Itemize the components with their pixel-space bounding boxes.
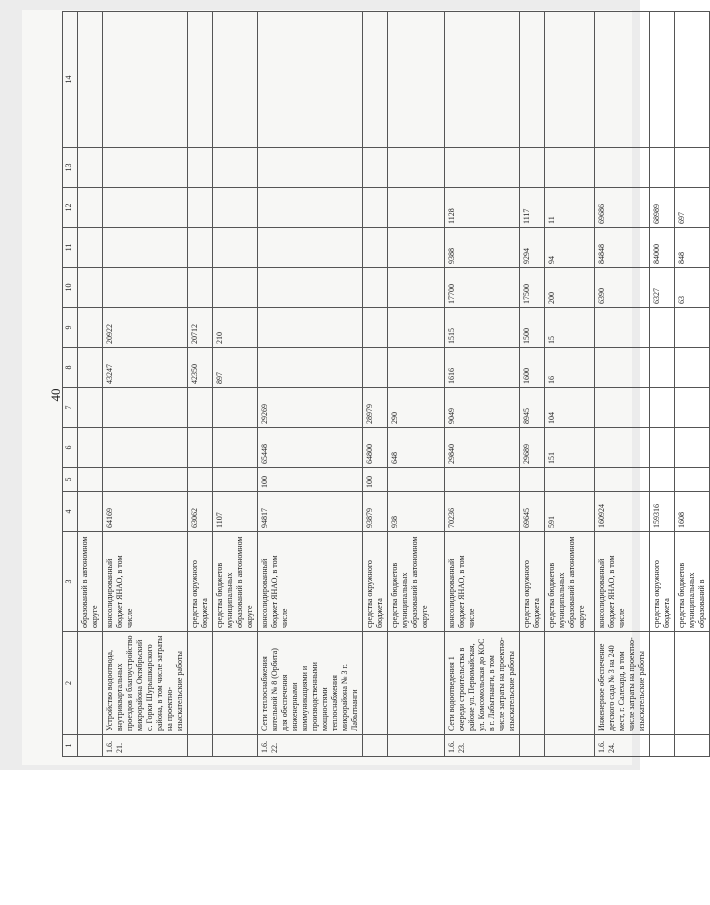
table-cell <box>213 148 258 188</box>
table-cell <box>258 228 363 268</box>
table-cell <box>595 148 650 188</box>
column-header: 2 <box>63 632 78 735</box>
table-cell: 159316 <box>650 492 675 532</box>
table-cell <box>545 735 595 757</box>
table-cell: 63 <box>675 268 710 308</box>
table-cell: 1515 <box>445 308 520 348</box>
table-cell: 94817 <box>258 492 363 532</box>
table-cell: 68989 <box>650 188 675 228</box>
table-cell: 9049 <box>445 388 520 428</box>
table-cell: консолидированный бюджет ЯНАО, в том числе <box>258 532 363 632</box>
table-cell <box>520 148 545 188</box>
table-cell <box>675 632 710 735</box>
table-cell: 6327 <box>650 268 675 308</box>
table-cell: 9388 <box>445 228 520 268</box>
table-cell: консолидированный бюджет ЯНАО, в том числе <box>103 532 188 632</box>
table-cell: 29689 <box>520 428 545 468</box>
table-cell: 17500 <box>520 268 545 308</box>
table-cell: 69686 <box>595 188 650 228</box>
column-header: 9 <box>63 308 78 348</box>
table-cell <box>388 148 445 188</box>
table-cell <box>388 348 445 388</box>
table-cell <box>388 735 445 757</box>
table-cell: 648 <box>388 428 445 468</box>
table-cell: 1600 <box>520 348 545 388</box>
table-cell <box>188 268 213 308</box>
table-cell: 697 <box>675 188 710 228</box>
table-cell <box>595 12 650 148</box>
column-header: 13 <box>63 148 78 188</box>
table-cell: средства окружного бюджета <box>188 532 213 632</box>
table-cell <box>213 632 258 735</box>
table-cell <box>650 148 675 188</box>
table-cell <box>650 735 675 757</box>
table-cell <box>188 188 213 228</box>
table-cell: 1.6.23. <box>445 735 520 757</box>
table-cell <box>545 12 595 148</box>
table-cell <box>650 308 675 348</box>
table-cell <box>388 188 445 228</box>
table-cell: 93879 <box>363 492 388 532</box>
table-cell: 64169 <box>103 492 188 532</box>
table-cell: консолидированный бюджет ЯНАО, в том числе <box>445 532 520 632</box>
table-cell: 29269 <box>258 388 363 428</box>
table-cell <box>675 348 710 388</box>
table-cell <box>78 632 103 735</box>
column-header: 5 <box>63 468 78 492</box>
table-cell <box>388 468 445 492</box>
table-cell <box>650 388 675 428</box>
table-cell: 20922 <box>103 308 188 348</box>
table-cell: 9294 <box>520 228 545 268</box>
table-cell: 63062 <box>188 492 213 532</box>
table-cell <box>545 148 595 188</box>
table-cell: 16 <box>545 348 595 388</box>
table-cell <box>363 12 388 148</box>
table-cell <box>675 148 710 188</box>
table-cell: средства окружного бюджета <box>650 532 675 632</box>
table-cell: 1500 <box>520 308 545 348</box>
table-cell: 160924 <box>595 492 650 532</box>
table-cell <box>520 632 545 735</box>
table-cell <box>78 12 103 148</box>
table-cell <box>520 735 545 757</box>
table-row <box>595 12 650 757</box>
table-cell: Сети теплоснабжения котельной № 8 (Орбита) для обеспечения инженерными коммуникациями и производственными мощностями теплоснабжения микрорайона № 3 г. Лабытнанги <box>258 632 363 735</box>
table-cell <box>363 148 388 188</box>
budget-table <box>62 11 710 757</box>
table-cell: 200 <box>545 268 595 308</box>
table-cell: 151 <box>545 428 595 468</box>
table-row <box>188 12 213 757</box>
table-row <box>78 12 103 757</box>
table-cell: 1.6.21. <box>103 735 188 757</box>
table-cell <box>650 12 675 148</box>
table-cell: 1117 <box>520 188 545 228</box>
table-cell <box>78 388 103 428</box>
table-cell <box>675 468 710 492</box>
column-header: 8 <box>63 348 78 388</box>
table-cell: 100 <box>363 468 388 492</box>
table-cell <box>103 228 188 268</box>
table-cell <box>595 428 650 468</box>
table-cell: 17700 <box>445 268 520 308</box>
table-cell <box>675 12 710 148</box>
table-cell <box>595 348 650 388</box>
column-header: 12 <box>63 188 78 228</box>
table-cell <box>675 428 710 468</box>
table-cell: 1.6.22. <box>258 735 363 757</box>
table-cell <box>213 228 258 268</box>
table-cell <box>445 148 520 188</box>
document-page <box>22 10 706 765</box>
table-cell <box>675 735 710 757</box>
table-cell <box>545 632 595 735</box>
table-cell <box>445 468 520 492</box>
table-row <box>103 12 188 757</box>
table-cell: образований в автономном округе <box>78 532 103 632</box>
table-cell <box>258 188 363 228</box>
table-cell: 84848 <box>595 228 650 268</box>
rotated-content <box>22 10 706 765</box>
table-cell <box>103 12 188 148</box>
table-cell: 1.6.24. <box>595 735 650 757</box>
table-cell: средства бюджетов муниципальных образований в автономном округе <box>213 532 258 632</box>
table-cell: 6390 <box>595 268 650 308</box>
column-header: 4 <box>63 492 78 532</box>
table-cell <box>213 468 258 492</box>
table-cell: Устройство водоотвода, внутриквартальных проездов и благоустройство микрорайона Октябрьский с. Горки Шурышкарского района, в том числе затраты на проектно-изыскательские работы <box>103 632 188 735</box>
table-cell <box>258 148 363 188</box>
table-cell: 848 <box>675 228 710 268</box>
table-cell: средства бюджетов муниципальных образований в автономном округе <box>388 532 445 632</box>
table-cell <box>188 388 213 428</box>
table-cell <box>188 148 213 188</box>
table-cell: 1616 <box>445 348 520 388</box>
table-cell: 290 <box>388 388 445 428</box>
table-cell: средства бюджетов муниципальных образований в <box>675 532 710 632</box>
table-cell <box>78 308 103 348</box>
table-cell: консолидированный бюджет ЯНАО, в том числе <box>595 532 650 632</box>
table-cell <box>363 188 388 228</box>
table-cell <box>388 12 445 148</box>
table-row <box>363 12 388 757</box>
table-cell <box>545 468 595 492</box>
table-cell <box>595 308 650 348</box>
table-cell <box>388 308 445 348</box>
table-cell: 70236 <box>445 492 520 532</box>
table-cell: 591 <box>545 492 595 532</box>
table-cell: Сети водоотведения 1 очереди строительства в районе ул. Первомайская, ул. Комсомольская до КОС в г. Лабытнанги, в том числе затраты на проектно-изыскательские работы <box>445 632 520 735</box>
table-cell <box>363 228 388 268</box>
table-cell <box>388 268 445 308</box>
table-cell: 11 <box>545 188 595 228</box>
table-cell <box>595 468 650 492</box>
table-cell <box>78 428 103 468</box>
table-cell <box>188 12 213 148</box>
column-header: 14 <box>63 12 78 148</box>
table-cell: 43247 <box>103 348 188 388</box>
table-cell <box>103 268 188 308</box>
table-cell: 897 <box>213 348 258 388</box>
table-cell <box>363 268 388 308</box>
table-cell: 20712 <box>188 308 213 348</box>
table-cell: 1107 <box>213 492 258 532</box>
table-cell <box>388 228 445 268</box>
table-cell <box>103 428 188 468</box>
table-cell <box>258 348 363 388</box>
table-cell: 69645 <box>520 492 545 532</box>
table-cell <box>188 228 213 268</box>
table-cell <box>103 468 188 492</box>
table-cell <box>103 388 188 428</box>
column-header: 7 <box>63 388 78 428</box>
table-cell <box>103 148 188 188</box>
table-cell: 210 <box>213 308 258 348</box>
column-header: 6 <box>63 428 78 468</box>
table-cell: 28979 <box>363 388 388 428</box>
table-cell: 64800 <box>363 428 388 468</box>
table-cell <box>675 308 710 348</box>
table-cell <box>520 468 545 492</box>
table-cell <box>188 632 213 735</box>
table-cell <box>188 735 213 757</box>
table-cell <box>445 12 520 148</box>
table-cell <box>258 308 363 348</box>
table-cell: 65448 <box>258 428 363 468</box>
column-header: 10 <box>63 268 78 308</box>
table-cell <box>650 632 675 735</box>
table-row <box>388 12 445 757</box>
table-cell <box>595 388 650 428</box>
page-number: 40 <box>48 388 63 402</box>
table-cell: 84000 <box>650 228 675 268</box>
table-cell <box>78 492 103 532</box>
table-cell: средства окружного бюджета <box>363 532 388 632</box>
table-cell <box>675 388 710 428</box>
table-cell: 100 <box>258 468 363 492</box>
table-cell <box>520 12 545 148</box>
table-cell: 94 <box>545 228 595 268</box>
column-header: 1 <box>63 735 78 757</box>
table-row <box>675 12 710 757</box>
table-cell <box>363 348 388 388</box>
table-cell <box>78 148 103 188</box>
table-cell <box>213 188 258 228</box>
table-row <box>520 12 545 757</box>
table-cell: Инженерное обеспечение детского сада № 3 на 240 мест, г. Салехард, в том числе затраты на проектно-изыскательские работы <box>595 632 650 735</box>
table-cell <box>650 348 675 388</box>
table-row <box>545 12 595 757</box>
table-cell <box>78 468 103 492</box>
table-cell <box>78 188 103 228</box>
table-row <box>213 12 258 757</box>
table-cell <box>213 428 258 468</box>
table-cell <box>363 632 388 735</box>
table-cell <box>78 348 103 388</box>
table-cell <box>78 735 103 757</box>
column-header: 11 <box>63 228 78 268</box>
table-cell <box>188 428 213 468</box>
table-cell <box>78 228 103 268</box>
table-cell <box>388 632 445 735</box>
table-cell <box>650 428 675 468</box>
table-cell <box>103 188 188 228</box>
table-cell: 1608 <box>675 492 710 532</box>
table-cell <box>78 268 103 308</box>
table-cell <box>650 468 675 492</box>
table-cell <box>188 468 213 492</box>
table-cell: 15 <box>545 308 595 348</box>
table-cell <box>363 308 388 348</box>
table-cell: 8945 <box>520 388 545 428</box>
table-cell: средства окружного бюджета <box>520 532 545 632</box>
table-cell <box>213 12 258 148</box>
header-row <box>63 12 78 757</box>
table-row <box>258 12 363 757</box>
table-row <box>650 12 675 757</box>
table-cell <box>258 12 363 148</box>
table-cell <box>213 735 258 757</box>
column-header: 3 <box>63 532 78 632</box>
table-cell: 938 <box>388 492 445 532</box>
table-cell: 42350 <box>188 348 213 388</box>
table-cell: 104 <box>545 388 595 428</box>
table-cell <box>363 735 388 757</box>
table-cell <box>213 268 258 308</box>
table-cell: 1128 <box>445 188 520 228</box>
table-cell <box>258 268 363 308</box>
table-cell: 29840 <box>445 428 520 468</box>
table-row <box>445 12 520 757</box>
table-cell: средства бюджетов муниципальных образований в автономном округе <box>545 532 595 632</box>
table-cell <box>213 388 258 428</box>
